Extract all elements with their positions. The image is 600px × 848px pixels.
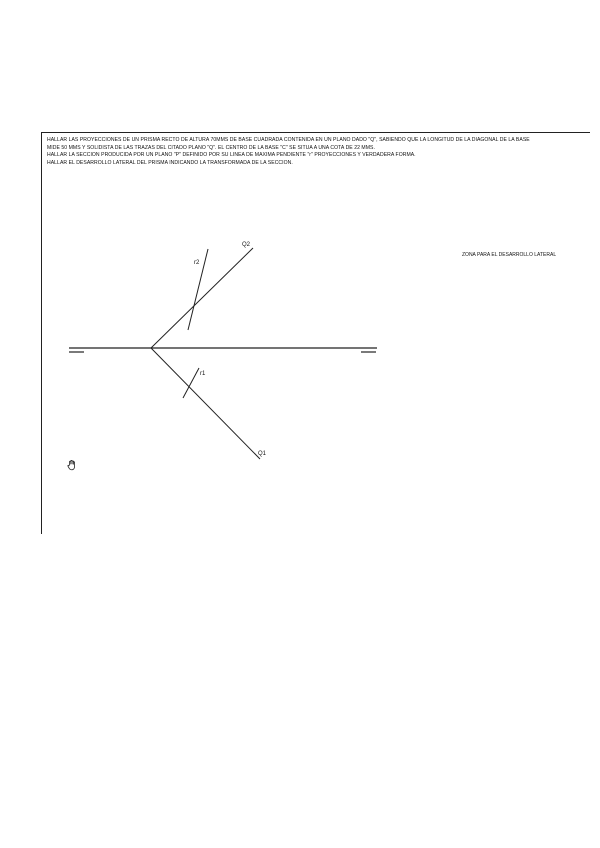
label-q2: Q2 [242,242,251,248]
trace-q1 [151,348,260,459]
label-r2: r2 [194,260,200,266]
trace-q2 [151,248,253,348]
hand-icon[interactable] [66,459,78,471]
statement-line-4: HALLAR EL DESARROLLO LATERAL DEL PRISMA INDICANDO LA TRANSFORMADA DE LA SECCION. [47,159,293,166]
lateral-development-zone-label: ZONA PARA EL DESARROLLO LATERAL [462,252,557,258]
statement-line-1: HALLAR LAS PROYECCIONES DE UN PRISMA RECTO DE ALTURA 70MMS DE BASE CUADRADA CONTENIDA EN UN PLANO DADO "Q", SABIENDO QUE LA LONGITUD DE LA DIAGONAL DE LA BASE [47,137,530,143]
label-r1: r1 [200,371,206,377]
label-q1: Q1 [258,451,267,457]
statement-line-2: MIDE 50 MMS Y SOLIDISTA DE LAS TRAZAS DEL CITADO PLANO "Q". EL CENTRO DE LA BASE "C" SE SITUA A UNA COTA DE 22 MMS. [47,144,375,151]
statement-line-3: HALLAR LA SECCION PRODUCIDA POR UN PLANO "P" DEFINIDO POR SU LINEA DE MAXIMA PENDIENTE "r" PROYECCIONES Y VERDADERA FORMA. [47,152,416,159]
